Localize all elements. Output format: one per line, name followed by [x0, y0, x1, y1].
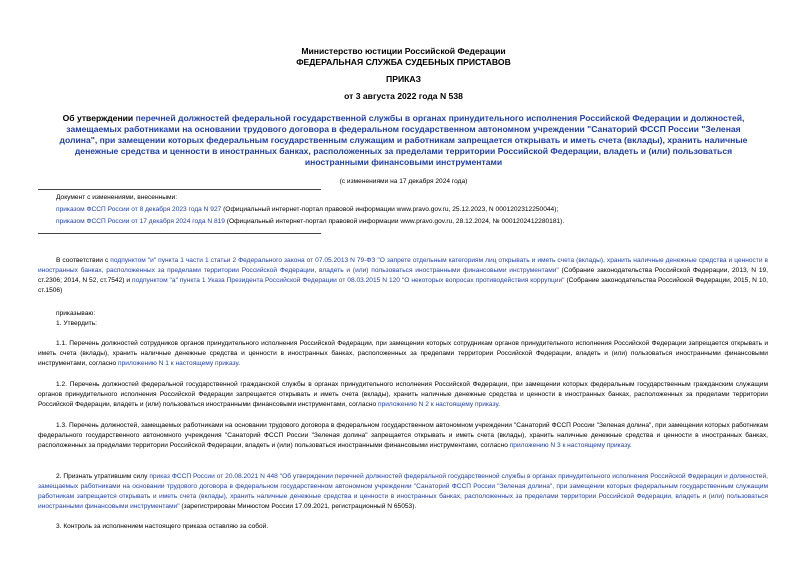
- change-item-2-source: (Официальный интернет-портал правовой информации www.pravo.gov.ru, 28.12.2024, № 0001202412280181).: [224, 218, 565, 225]
- paragraph-1-1: [38, 339, 768, 369]
- preamble-paragraph: [38, 256, 768, 296]
- paragraph-1-3-text: 1.3. Перечень должностей, замещаемых работниками на основании трудового договора в федеральном государственном автономном учреждении "Санаторий ФССП России "Зеленая долина", при замещении которых работникам федерального государственного автономного учреждения "Санаторий ФССП России "Зеленая долина" запрещается открывать и иметь счета (вклады), хранить наличные денежные средства и ценности в иностранных банках, расположенных за пределами территории Российской Федерации, владеть и (или) пользоваться иностранными финансовыми инструментами, согласно: [38, 422, 768, 449]
- preamble-text-2: (Собрание законодательства Российской Федерации, 2013, N 19, ст.2306; 2014, N 52, ст.7542) и: [38, 267, 768, 284]
- title-link[interactable]: перечней должностей федеральной государственной службы в органах принудительного исполнения Российской Федерации и должностей,: [135, 113, 745, 123]
- document-type: ПРИКАЗ: [386, 74, 421, 84]
- preamble-law-link[interactable]: подпунктом "и" пункта 1 части 1 статьи 2 Федерального закона от 07.05.2013 N 79-ФЗ "О запрете отдельным категориям лиц открывать и иметь счета (вклады), хранить наличные денежные средства и ценности в иностранных банках, расположенных за пределами территории Российской Федерации, владеть и (или) пользоваться иностранными финансовыми инструментами": [38, 257, 769, 274]
- divider-bottom: [38, 233, 321, 234]
- appendix-1-link[interactable]: приложению N 1 к настоящему приказу: [118, 360, 239, 367]
- change-item-2-link[interactable]: приказом ФССП России от 17 декабря 2024 года N 819: [56, 218, 225, 225]
- approve-heading: 1. Утвердить:: [56, 320, 97, 327]
- preamble-text-3: (Собрание законодательства Российской Федерации, 2015, N 10, ст.1506): [38, 277, 768, 294]
- paragraph-1-1-end: .: [238, 360, 240, 367]
- paragraph-2: [38, 472, 768, 512]
- change-item-2: [56, 217, 776, 227]
- amended-note: (с изменениями на 17 декабря 2024 года): [339, 178, 468, 185]
- paragraph-2-text: 2. Признать утратившим силу: [56, 473, 150, 480]
- paragraph-3: 3. Контроль за исполнением настоящего приказа оставляю за собой.: [56, 523, 269, 530]
- paragraph-1-3: [38, 421, 768, 451]
- document-date-number: от 3 августа 2022 года N 538: [344, 91, 463, 101]
- paragraph-1-3-end: .: [629, 442, 632, 449]
- preamble-decree-link[interactable]: подпунктом "а" пункта 1 Указа Президента Российской Федерации от 08.03.2015 N 120 "О некоторых вопросах противодействия коррупции": [132, 277, 565, 284]
- preamble-text-1: В соответствии с: [56, 257, 111, 264]
- order-word: приказываю:: [56, 310, 96, 317]
- ministry-name: Министерство юстиции Российской Федерации: [301, 46, 506, 56]
- paragraph-1-1-text: 1.1. Перечень должностей сотрудников органов принудительного исполнения Российской Федерации, при замещении которых сотрудникам органов принудительного исполнения Российской Федерации запрещается открывать и иметь счета (вклады), хранить наличные денежные средства и ценности в иностранных банках, расположенных за пределами территории Российской Федерации, владеть и (или) пользоваться иностранными финансовыми инструментами, согласно: [38, 340, 768, 367]
- title-line-2[interactable]: замещаемых работниками на основании трудового договора в федеральном государственном автономном учреждении "Санаторий ФССП России "Зеленая: [66, 124, 741, 134]
- paragraph-1-2-text: 1.2. Перечень должностей федеральной государственной гражданской службы в органах принудительного исполнения Российской Федерации, при замещении которых федеральным государственным гражданским служащим органов принудительного исполнения Российской Федерации запрещается открывать и иметь счета (вклады), хранить наличные денежные средства и ценности в иностранных банках, расположенных за пределами территории Российской Федерации, владеть и (или) пользоваться иностранными финансовыми инструментами, согласно: [38, 381, 768, 408]
- change-item-1: [56, 205, 776, 215]
- title-line-3[interactable]: долина", при замещении которых федеральным государственным служащим и работникам запрещается открывать и иметь счета (вклады), хранить наличные: [59, 135, 748, 145]
- title-line-1: [0, 113, 807, 124]
- appendix-3-link[interactable]: приложению N 3 к настоящему приказу: [509, 442, 630, 449]
- title-line-5[interactable]: иностранными финансовыми инструментами: [304, 157, 503, 167]
- divider-top: [38, 189, 321, 190]
- repealed-order-link[interactable]: приказ ФССП России от 20.08.2021 N 448 "Об утверждении перечней должностей федеральной государственной службы в органах принудительного исполнения Российской Федерации и должностей, замещаемых работниками на основании трудового договора в федеральном государственном автономном учреждении "Санаторий ФССП России "Зеленая долина", при замещении которых федеральным государственным служащим работникам запрещается открывать и иметь счета (вклады), хранить наличные денежные средства и ценности в иностранных банках, расположенных за пределами территории Российской Федерации, владеть и (или) пользоваться иностранными финансовыми инструментами": [38, 473, 768, 510]
- service-name: ФЕДЕРАЛЬНАЯ СЛУЖБА СУДЕБНЫХ ПРИСТАВОВ: [296, 57, 511, 67]
- paragraph-2-end: (зарегистрирован Минюстом России 17.09.2021, регистрационный N 65053).: [179, 503, 417, 510]
- change-item-1-link[interactable]: приказом ФССП России от 8 декабря 2023 года N 927: [56, 206, 222, 213]
- title-line-4[interactable]: денежные средства и ценности в иностранных банках, расположенных за пределами территории Российской Федерации, владеть и (или) пользоваться: [74, 146, 733, 156]
- title-prefix: Об утверждении: [62, 113, 136, 123]
- paragraph-1-2: [38, 380, 768, 410]
- changes-heading: Документ с изменениями, внесенными:: [56, 194, 178, 201]
- paragraph-1-2-end: .: [498, 401, 500, 408]
- appendix-2-link[interactable]: приложению N 2 к настоящему приказу: [378, 401, 499, 408]
- change-item-1-source: (Официальный интернет-портал правовой информации www.pravo.gov.ru, 25.12.2023, N 0001202312250044);: [221, 206, 559, 213]
